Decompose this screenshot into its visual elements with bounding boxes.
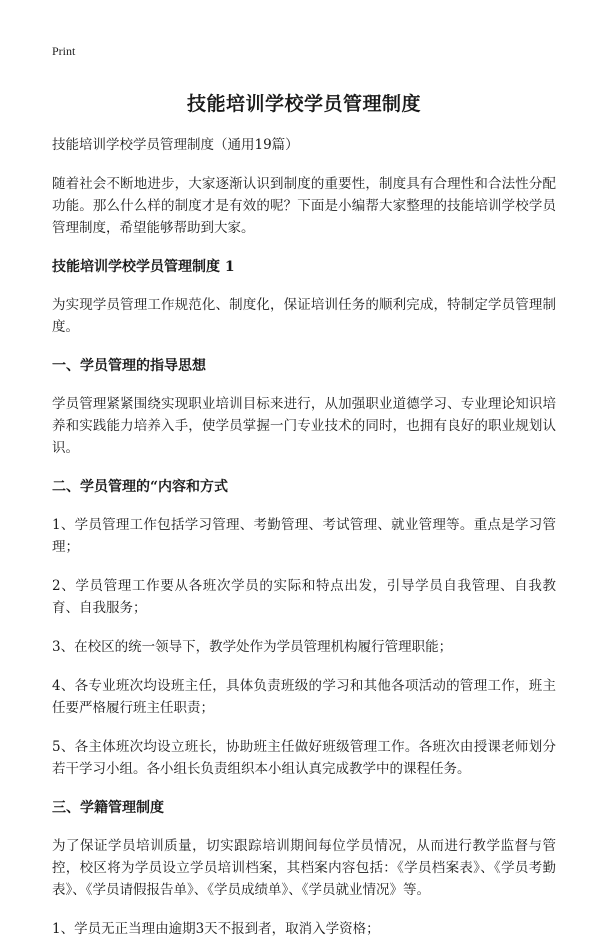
heading-guiding-thought: 一、学员管理的指导思想 [52,358,206,374]
heading-content-methods: 二、学员管理的“内容和方式 [52,479,229,495]
section-heading-1: 技能培训学校学员管理制度 1 [52,259,235,275]
list-item: 2、学员管理工作要从各班次学员的实际和特点出发，引导学员自我管理、自我教育、自我服务； [52,578,556,616]
section-paragraph-1: 为实现学员管理工作规范化、制度化，保证培训任务的顺利完成，特制定学员管理制度。 [52,297,556,335]
intro-paragraph: 随着社会不断地进步，大家逐渐认识到制度的重要性，制度具有合理性和合法性分配功能。那么什么样的制度才是有效的呢？下面是小编帮大家整理的技能培训学校学员管理制度，希望能够帮助到大家。 [52,176,556,236]
paragraph-enrollment: 为了保证学员培训质量，切实跟踪培训期间每位学员情况，从而进行教学监督与管控，校区将为学员设立学员培训档案，其档案内容包括：《学员档案表》、《学员考勤表》、《学员请假报告单》、《学员成绩单》、《学员就业情况》等。 [52,838,556,898]
list-item: 3、在校区的统一领导下，教学处作为学员管理机构履行管理职能； [52,639,453,655]
print-link[interactable]: Print [52,44,76,58]
list-item: 5、各主体班次均设立班长，协助班主任做好班级管理工作。各班次由授课老师划分若干学习小组。各小组长负责组织本小组认真完成教学中的课程任务。 [52,739,556,777]
page-title: 技能培训学校学员管理制度 [186,93,421,115]
list-item: 4、各专业班次均设班主任，具体负责班级的学习和其他各项活动的管理工作，班主任要严格履行班主任职责； [52,678,556,716]
list-item: 1、学员管理工作包括学习管理、考勤管理、考试管理、就业管理等。重点是学习管理； [52,517,556,555]
heading-enrollment: 三、学籍管理制度 [52,800,164,816]
list-item: 1、学员无正当理由逾期3天不报到者，取消入学资格； [52,921,380,937]
subtitle: 技能培训学校学员管理制度（通用19篇） [52,137,299,153]
paragraph-guiding-thought: 学员管理紧紧围绕实现职业培训目标来进行，从加强职业道德学习、专业理论知识培养和实践能力培养入手，使学员掌握一门专业技术的同时，也拥有良好的职业规划认识。 [52,396,556,456]
